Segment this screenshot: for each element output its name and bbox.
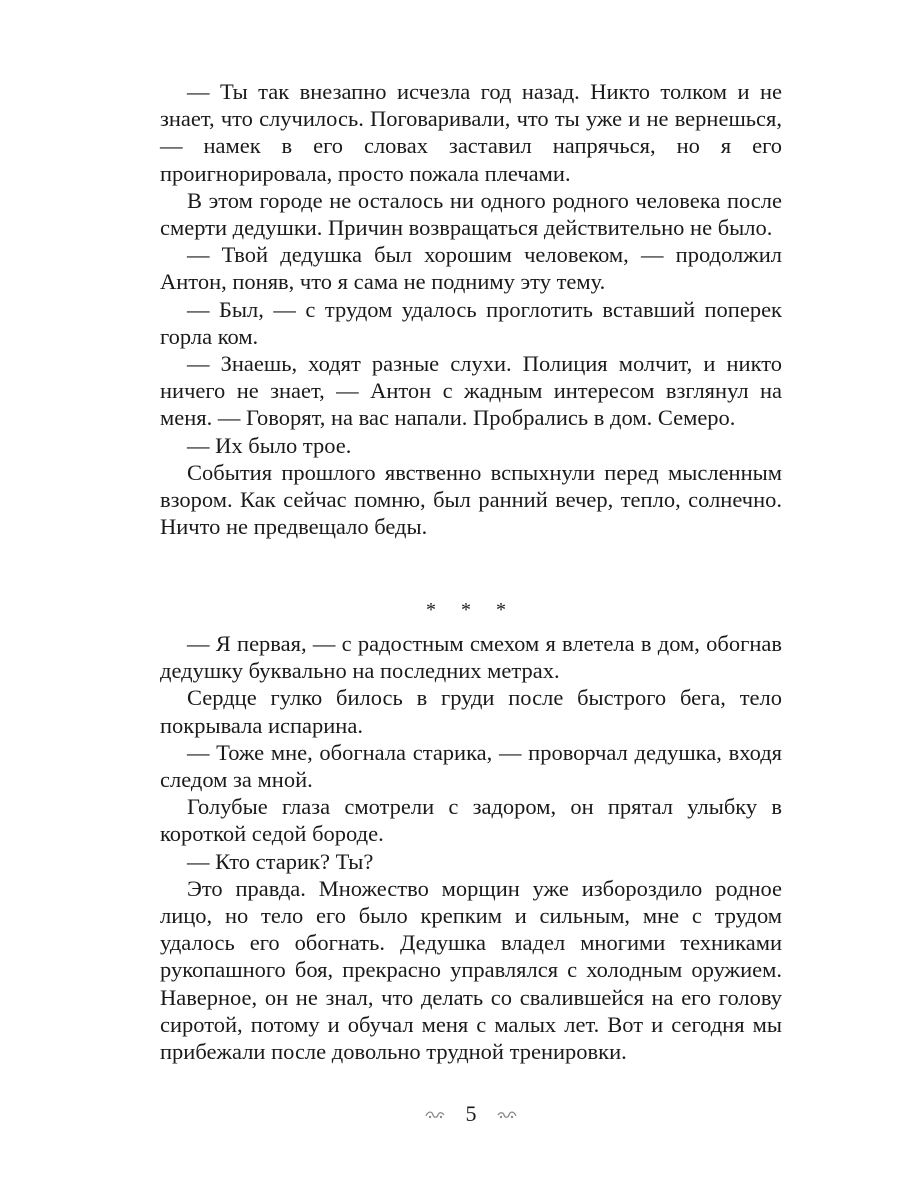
paragraph: События прошлого явственно вспыхнули перед мысленным взором. Как сейчас помню, был ранний вечер, тепло, солнечно. Ничто не предвещало беды. (160, 459, 782, 540)
text-block-top (160, 78, 782, 540)
paragraph: Голубые глаза смотрели с задором, он прятал улыбку в короткой седой бороде. (160, 794, 782, 847)
ornament-right-icon (496, 1100, 518, 1128)
paragraph: Это правда. Множество морщин уже избороздило родное лицо, но тело его было крепким и сильным, мне с трудом удалось его обогнать. Дедушка владел многими техниками рукопашного боя, прекрасно управлялся с холодным оружием. Наверное, он не знал, что делать со свалившейся на его голову сиротой, потому и обучал меня с малых лет. Вот и сегодня мы прибежали после довольно трудной тренировки. (160, 875, 782, 1065)
paragraph: — Я первая, — с радостным смехом я влетела в дом, обогнав дедушку буквально на последних метрах. (160, 631, 782, 684)
page-number: 5 (465, 1100, 477, 1126)
text-block-bottom (160, 630, 782, 1065)
paragraph: Сердце гулко билось в груди после быстрого бега, тело покрывала испарина. (160, 685, 782, 738)
scene-separator: * * * (426, 599, 516, 621)
paragraph: — Был, — с трудом удалось проглотить вставший поперек горла ком. (160, 296, 782, 349)
paragraph: — Тоже мне, обогнала старика, — проворчал дедушка, входя следом за мной. (160, 739, 782, 793)
paragraph: — Кто старик? Ты? (187, 848, 374, 874)
page-footer (160, 1098, 782, 1128)
paragraph: — Ты так внезапно исчезла год назад. Никто толком и не знает, что случилось. Поговаривали, что ты уже и не вернешься, — намек в его словах заставил напрячься, но я его проигнорировала, просто пожала плечами. (160, 79, 782, 186)
paragraph: — Их было трое. (187, 432, 352, 458)
paragraph: — Твой дедушка был хорошим человеком, — продолжил Антон, поняв, что я сама не подниму эту тему. (160, 242, 782, 295)
paragraph: В этом городе не осталось ни одного родного человека после смерти дедушки. Причин возвращаться действительно не было. (160, 187, 782, 241)
ornament-left-icon (424, 1100, 446, 1128)
paragraph: — Знаешь, ходят разные слухи. Полиция молчит, и никто ничего не знает, — Антон с жадным интересом взглянул на меня. — Говорят, на вас напали. Пробрались в дом. Семеро. (160, 351, 782, 431)
